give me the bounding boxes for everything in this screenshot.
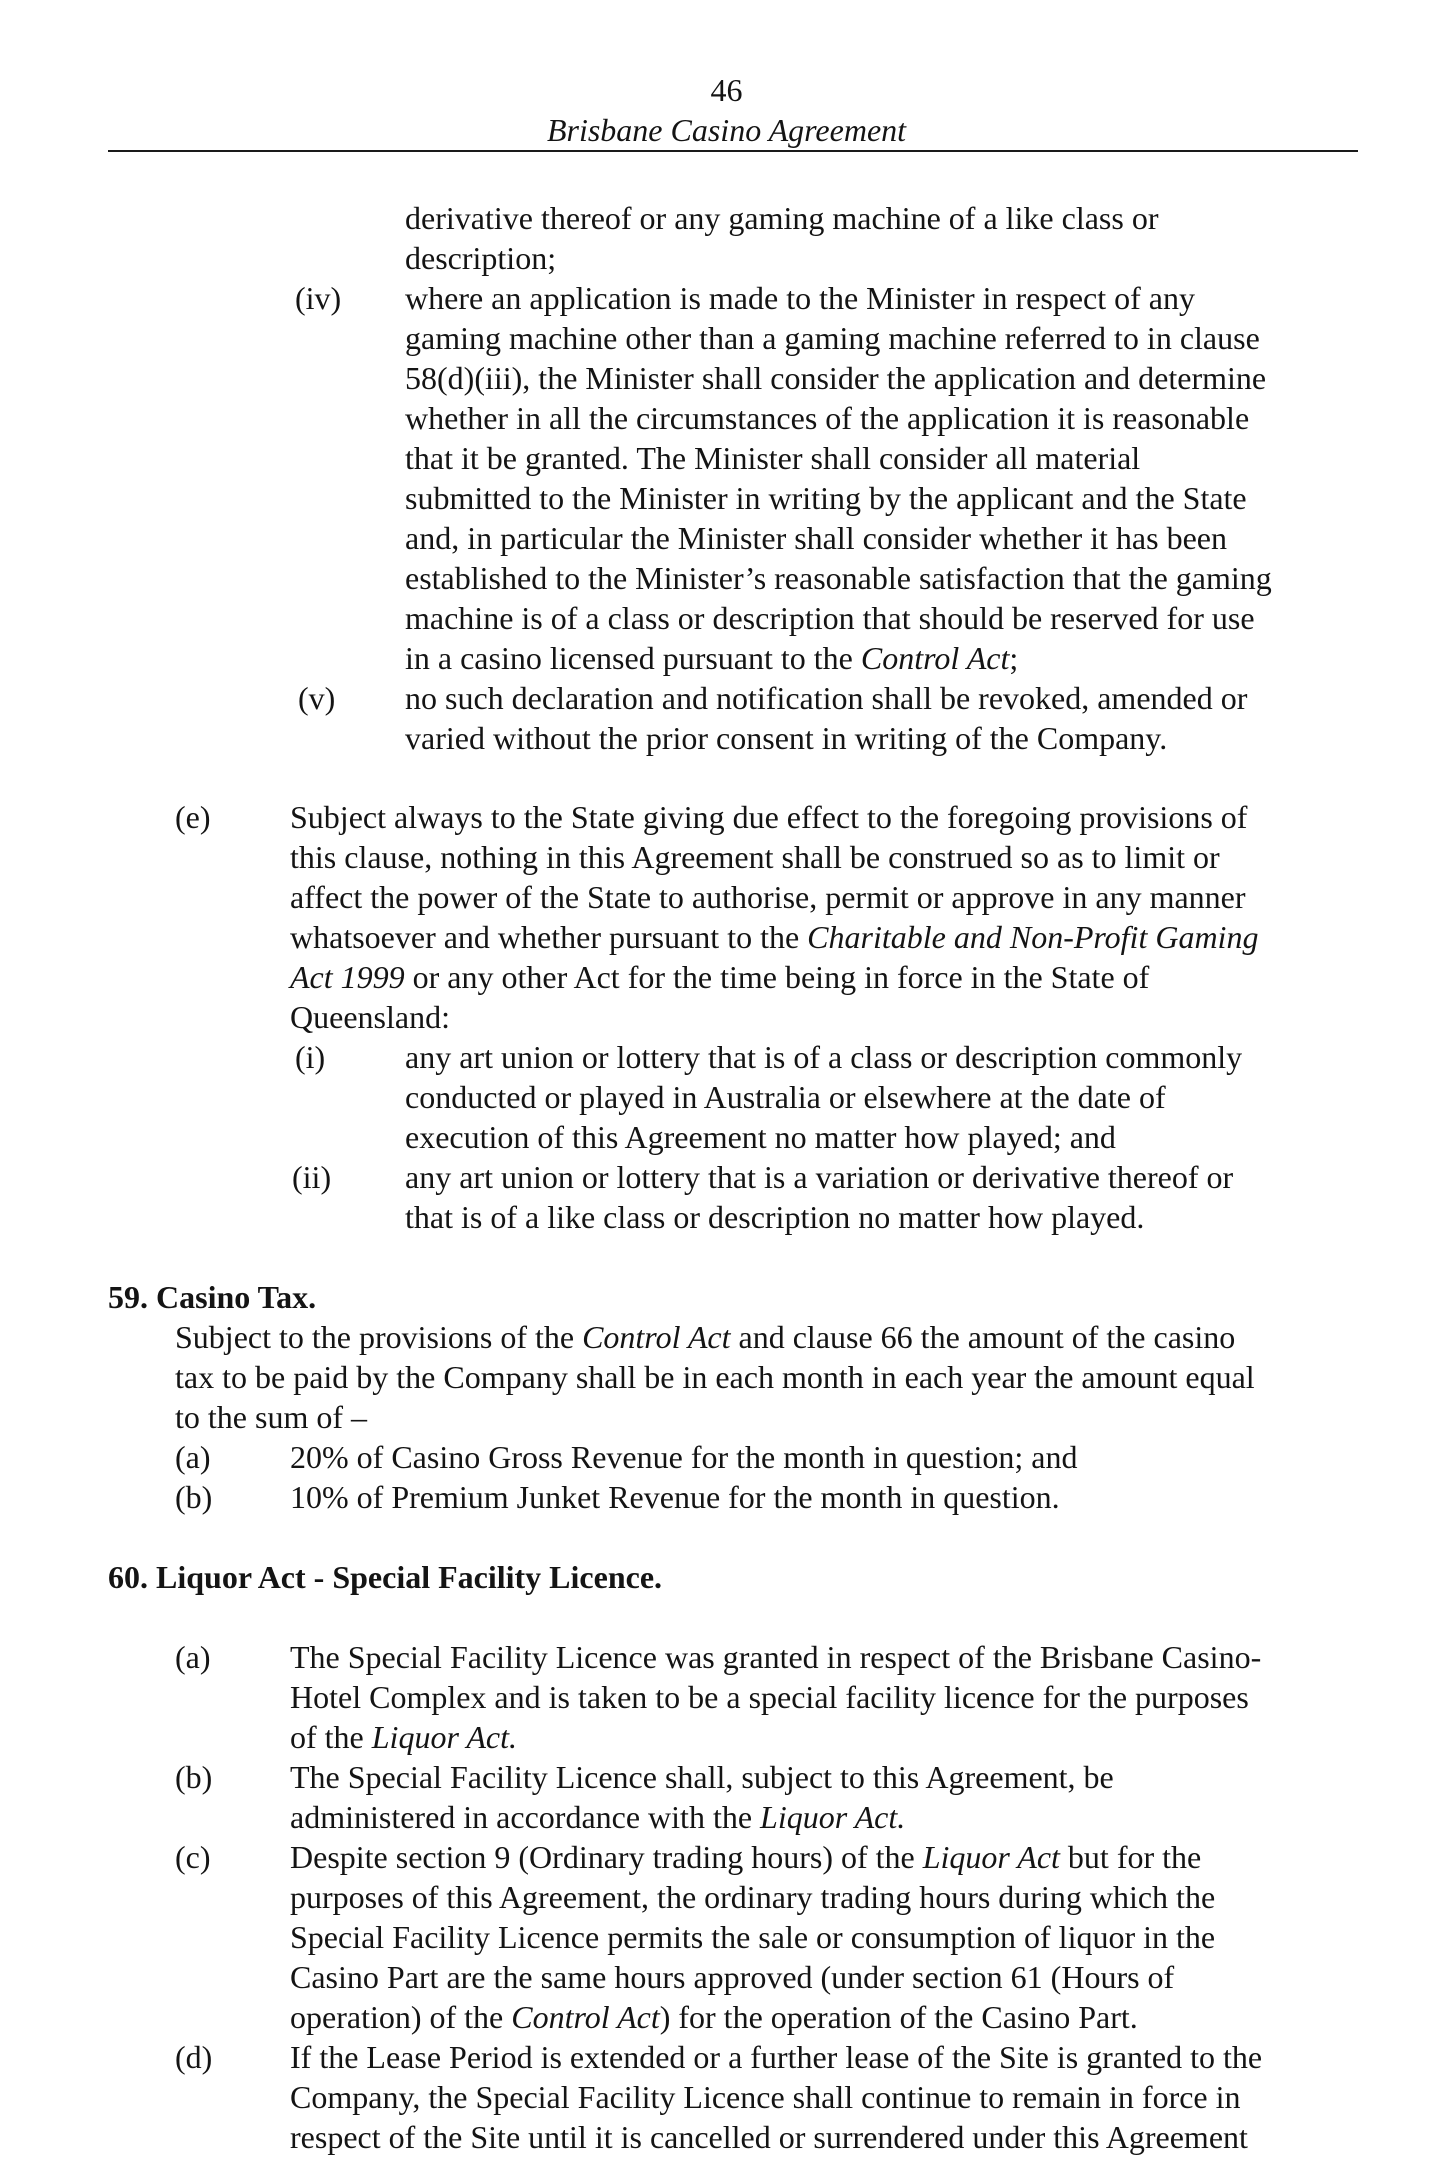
control-act-title: Control Act: [860, 640, 1010, 676]
clause-58-d-iv-line: where an application is made to the Minister in respect of any: [405, 280, 1195, 316]
clause-58-e-line: Subject always to the State giving due effect to the foregoing provisions of: [290, 799, 1248, 835]
clause-59-intro-line: tax to be paid by the Company shall be in each month in each year the amount equal: [175, 1359, 1255, 1395]
clause-60-c-line: Casino Part are the same hours approved (under section 61 (Hours of: [290, 1959, 1175, 1995]
clause-60-c-line: Special Facility Licence permits the sale or consumption of liquor in the: [290, 1919, 1216, 1955]
clause-60-b-marker: (b): [175, 1759, 213, 1795]
clause-60-c-line: Despite section 9 (Ordinary trading hours) of the Liquor Act but for the: [290, 1839, 1202, 1875]
clause-58-e-line: Act 1999 or any other Act for the time being in force in the State of: [290, 959, 1150, 995]
control-act-title: Control Act: [582, 1319, 731, 1355]
clause-58-d-iv-line: and, in particular the Minister shall consider whether it has been: [405, 520, 1227, 556]
clause-58-d-iii-line: derivative thereof or any gaming machine of a like class or: [405, 200, 1159, 236]
clause-58-d-v-line: no such declaration and notification shall be revoked, amended or: [405, 680, 1248, 716]
clause-58-d-iv-line: established to the Minister’s reasonable satisfaction that the gaming: [405, 560, 1272, 596]
clause-59-b-marker: (b): [175, 1479, 213, 1515]
clause-60-b-line: administered in accordance with the Liquor Act.: [290, 1799, 906, 1835]
liquor-act-title: Liquor Act.: [371, 1719, 517, 1755]
clause-59-intro-line: to the sum of –: [175, 1399, 367, 1435]
charitable-gaming-act-title: Charitable and Non-Profit Gaming: [807, 919, 1259, 955]
clause-58-e-line: Queensland:: [290, 999, 450, 1035]
clause-58-d-iv-line: machine is of a class or description that should be reserved for use: [405, 600, 1255, 636]
clause-58-d-iv-line: gaming machine other than a gaming machine referred to in clause: [405, 320, 1260, 356]
charitable-gaming-act-year: Act 1999: [290, 959, 405, 995]
clause-58-e-ii-line: that is of a like class or description no matter how played.: [405, 1199, 1145, 1235]
clause-60-d-marker: (d): [175, 2039, 213, 2075]
clause-60-a-line: Hotel Complex and is taken to be a special facility licence for the purposes: [290, 1679, 1249, 1715]
clause-58-e-i-line: execution of this Agreement no matter how played; and: [405, 1119, 1116, 1155]
clause-58-d-iv-line: whether in all the circumstances of the application it is reasonable: [405, 400, 1250, 436]
header-rule: [108, 150, 1358, 152]
clause-58-e-i-marker: (i): [295, 1039, 326, 1075]
clause-58-e-line: whatsoever and whether pursuant to the Charitable and Non-Profit Gaming: [290, 919, 1259, 955]
clause-60-c-marker: (c): [175, 1839, 211, 1875]
clause-58-d-v-marker: (v): [298, 680, 336, 716]
clause-59-heading: 59. Casino Tax.: [108, 1279, 317, 1315]
clause-60-a-line: The Special Facility Licence was granted in respect of the Brisbane Casino-: [290, 1639, 1262, 1675]
clause-58-d-iv-line: that it be granted. The Minister shall consider all material: [405, 440, 1141, 476]
clause-58-e-ii-marker: (ii): [292, 1159, 332, 1195]
clause-58-d-v-line: varied without the prior consent in writing of the Company.: [405, 720, 1168, 756]
clause-58-e-ii-line: any art union or lottery that is a variation or derivative thereof or: [405, 1159, 1234, 1195]
clause-59-a-line: 20% of Casino Gross Revenue for the month in question; and: [290, 1439, 1078, 1475]
liquor-act-title: Liquor Act.: [760, 1799, 906, 1835]
clause-60-c-line: purposes of this Agreement, the ordinary trading hours during which the: [290, 1879, 1216, 1915]
clause-60-c-line: operation) of the Control Act) for the operation of the Casino Part.: [290, 1999, 1138, 2035]
clause-60-d-line: Company, the Special Facility Licence shall continue to remain in force in: [290, 2079, 1241, 2115]
clause-60-a-line: of the Liquor Act.: [290, 1719, 517, 1755]
clause-58-d-iv-line: in a casino licensed pursuant to the Control Act;: [405, 640, 1019, 676]
clause-58-d-iv-line: submitted to the Minister in writing by the applicant and the State: [405, 480, 1247, 516]
clause-58-e-i-line: conducted or played in Australia or elsewhere at the date of: [405, 1079, 1166, 1115]
control-act-title: Control Act: [511, 1999, 660, 2035]
clause-60-d-line: If the Lease Period is extended or a further lease of the Site is granted to the: [290, 2039, 1263, 2075]
clause-60-heading: 60. Liquor Act - Special Facility Licence.: [108, 1559, 663, 1595]
clause-59-b-line: 10% of Premium Junket Revenue for the month in question.: [290, 1479, 1060, 1515]
clause-58-e-line: this clause, nothing in this Agreement shall be construed so as to limit or: [290, 839, 1220, 875]
clause-58-d-iv-line: 58(d)(iii), the Minister shall consider the application and determine: [405, 360, 1267, 396]
clause-60-a-marker: (a): [175, 1639, 211, 1675]
liquor-act-title: Liquor Act: [922, 1839, 1060, 1875]
clause-58-d-iii-line: description;: [405, 240, 557, 276]
page-number: 46: [710, 72, 743, 108]
clause-60-b-line: The Special Facility Licence shall, subject to this Agreement, be: [290, 1759, 1114, 1795]
running-title: Brisbane Casino Agreement: [546, 112, 907, 148]
clause-60-d-line: respect of the Site until it is cancelled or surrendered under this Agreement: [290, 2119, 1248, 2155]
clause-59-a-marker: (a): [175, 1439, 211, 1475]
clause-59-intro-line: Subject to the provisions of the Control Act and clause 66 the amount of the casino: [175, 1319, 1236, 1355]
clause-58-d-iv-marker: (iv): [295, 280, 342, 316]
clause-58-e-line: affect the power of the State to authorise, permit or approve in any manner: [290, 879, 1246, 915]
clause-58-e-marker: (e): [175, 799, 211, 835]
clause-58-e-i-line: any art union or lottery that is of a class or description commonly: [405, 1039, 1243, 1075]
